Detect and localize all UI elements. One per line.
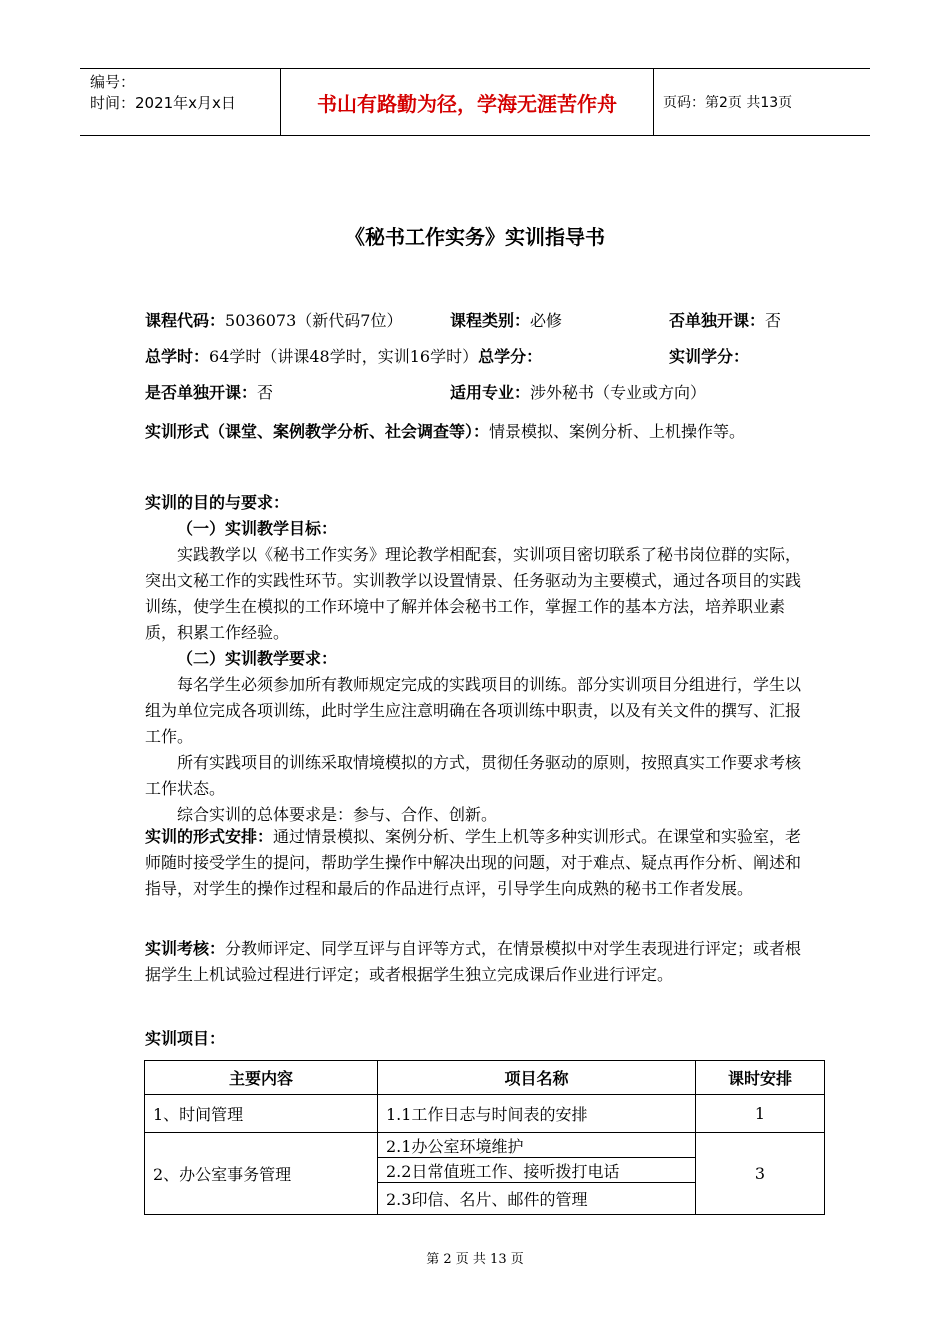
hours-value: 64学时（讲课48学时，实训16学时） [209,347,479,366]
assessment-section [145,936,810,988]
row1-hours: 1 [696,1095,825,1133]
practice-credits [669,346,749,368]
goals-sub2: （二）实训教学要求： [177,649,338,668]
goals-paragraph-1: 实践教学以《秘书工作实务》理论教学相配套，实训项目密切联系了秘书岗位群的实际，突出文秘工作的实践性环节。实训教学以设置情景、任务驱动为主要模式，通过各项目的实践训练，使学生在模拟的工作环境中了解并体会秘书工作，掌握工作的基本方法，培养职业素质，积累工作经验。 [145,545,802,642]
page-header [80,68,870,136]
column-header-name: 项目名称 [378,1061,696,1095]
separate-label: 否单独开课： [669,311,766,330]
row2-name-2: 2.2日常值班工作、接听拨打电话 [378,1158,696,1183]
header-number: 编号： [90,73,136,91]
hours-label: 总学时： [145,347,210,366]
column-header-hours: 课时安排 [696,1061,825,1095]
separate2-value: 否 [257,383,274,402]
separate-course-2 [145,382,273,404]
form-value: 情景模拟、案例分析、上机操作等。 [489,422,746,441]
total-hours [145,346,542,368]
table-row [145,1133,825,1158]
row2-name-1: 2.1办公室环境维护 [378,1133,696,1158]
document-title: 《秘书工作实务》实训指导书 [345,225,605,249]
table-row [145,1095,825,1133]
separate-value: 否 [765,311,782,330]
course-type-label: 课程类别： [450,311,531,330]
major-label: 适用专业： [450,383,531,402]
course-type-value: 必修 [530,311,563,330]
header-time: 时间：2021年x月x日 [90,94,236,112]
row1-name: 1.1工作日志与时间表的安排 [378,1095,696,1133]
header-page: 页码：第2页 共13页 [663,95,793,111]
projects-heading: 实训项目： [145,1029,226,1048]
arrangement-label: 实训的形式安排： [145,827,274,846]
goals-paragraph-3: 所有实践项目的训练采取情境模拟的方式，贯彻任务驱动的原则，按照真实工作要求考核工作状态。 [145,753,802,798]
goals-heading: 实训的目的与要求： [145,493,290,512]
practice-credits-label: 实训学分： [669,347,750,366]
arrangement-section [145,824,810,902]
major-value: 涉外秘书（专业或方向） [530,383,707,402]
goals-paragraph-2: 每名学生必须参加所有教师规定完成的实践项目的训练。部分实训项目分组进行，学生以组为单位完成各项训练，此时学生应注意明确在各项训练中职责，以及有关文件的撰写、汇报工作。 [145,675,802,746]
separate2-label: 是否单独开课： [145,383,258,402]
assessment-label: 实训考核： [145,939,226,958]
goals-sub1: （一）实训教学目标： [177,519,338,538]
goals-paragraph-4: 综合实训的总体要求是：参与、合作、创新。 [177,805,498,824]
row2-content: 2、办公室事务管理 [145,1133,378,1215]
credits-label: 总学分： [478,347,543,366]
course-type [450,310,562,332]
course-code [145,310,402,332]
goals-section [145,490,810,828]
assessment-text: 分教师评定、同学互评与自评等方式，在情景模拟中对学生表现进行评定；或者根据学生上机试验过程进行评定；或者根据学生独立完成课后作业进行评定。 [145,939,802,984]
form-label: 实训形式（课堂、案例教学分析、社会调查等）： [145,422,490,441]
header-meta [80,69,281,135]
course-code-value: 5036073（新代码7位） [225,311,403,330]
training-form [145,416,810,448]
column-header-content: 主要内容 [145,1061,378,1095]
applicable-major [450,382,706,404]
projects-table [144,1060,825,1215]
course-code-label: 课程代码： [145,311,226,330]
row2-hours: 3 [696,1133,825,1215]
row2-name-3: 2.3印信、名片、邮件的管理 [378,1183,696,1215]
header-motto: 书山有路勤为径，学海无涯苦作舟 [281,69,654,135]
page-footer: 第 2 页 共 13 页 [426,1252,524,1267]
table-header-row [145,1061,825,1095]
row1-content: 1、时间管理 [145,1095,378,1133]
separate-course [669,310,781,332]
arrangement-text: 通过情景模拟、案例分析、学生上机等多种实训形式。在课堂和实验室，老师随时接受学生的提问，帮助学生操作中解决出现的问题，对于难点、疑点再作分析、阐述和指导，对学生的操作过程和最后的作品进行点评，引导学生向成熟的秘书工作者发展。 [145,827,802,898]
